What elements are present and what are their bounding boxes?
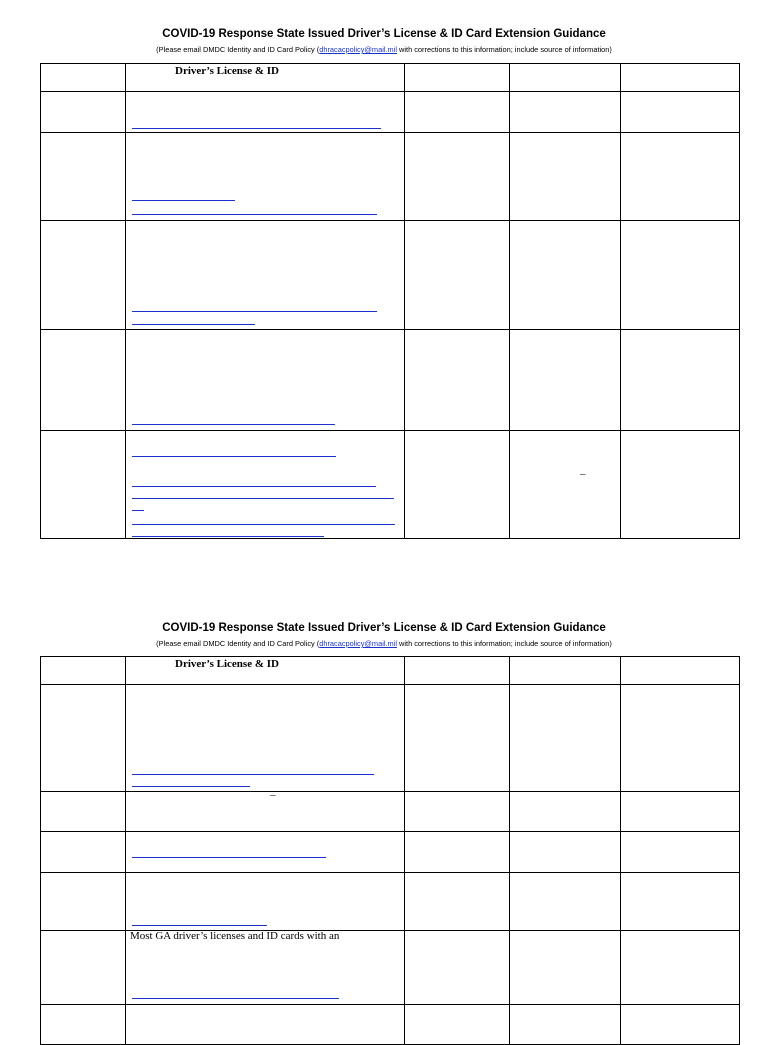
table-cell [126,1005,405,1045]
source-link[interactable] [132,200,235,201]
page-subtitle [0,639,768,648]
policy-email-link[interactable]: dhracacpolicy@mail.mil [319,45,397,54]
table-cell [510,685,621,792]
subtitle-prefix: (Please email DMDC Identity and ID Card Policy ( [156,639,320,648]
guidance-table [40,63,740,539]
dash-text: – [270,789,276,801]
source-link[interactable] [132,214,377,215]
table-header-cell [126,657,405,685]
table-header-row [41,657,740,685]
table-row [41,832,740,873]
table-cell [405,873,510,931]
table-cell [126,133,405,221]
source-link[interactable] [132,857,326,858]
table-cell [41,133,126,221]
table-cell [126,789,405,832]
table-cell [126,330,405,431]
table-row [41,792,740,832]
table-cell [510,133,621,221]
table-cell [405,92,510,133]
subtitle-prefix: (Please email DMDC Identity and ID Card Policy ( [156,45,320,54]
table-row [41,1005,740,1045]
table-cell [126,685,405,792]
table-cell [510,792,621,832]
table-cell [621,92,740,133]
table-cell [405,685,510,792]
source-link[interactable] [132,998,339,999]
subtitle-suffix: with corrections to this information; include source of information) [396,45,612,54]
table-cell [405,133,510,221]
table-cell [41,92,126,133]
table-cell [405,931,510,1005]
table-cell [621,64,740,92]
table-header-row [41,64,740,92]
table-cell [405,330,510,431]
subtitle-suffix: with corrections to this information; include source of information) [396,639,612,648]
source-link[interactable] [132,456,336,457]
source-link[interactable] [132,324,255,325]
table-cell [510,92,621,133]
table-cell [126,221,405,330]
table-row [41,431,740,539]
table-cell [621,1005,740,1045]
table-cell [41,685,126,792]
table-cell [41,64,126,92]
table-cell [126,431,405,539]
cell-text: Most GA driver’s licenses and ID cards with an [130,930,340,942]
table-cell [621,657,740,685]
table-cell [621,221,740,330]
table-cell [510,431,621,539]
table-cell [405,792,510,832]
table-cell [621,931,740,1005]
table-cell [510,657,621,685]
source-link[interactable] [132,510,144,511]
table-cell [405,431,510,539]
table-cell [41,221,126,330]
source-link[interactable] [132,536,324,537]
table-row [41,330,740,431]
page-subtitle [0,45,768,54]
table-cell [405,221,510,330]
table-cell [41,873,126,931]
page-title: COVID-19 Response State Issued Driver’s License & ID Card Extension Guidance [162,28,606,40]
source-link[interactable] [132,311,377,312]
source-link[interactable] [132,128,381,129]
table-cell [41,832,126,873]
table-row [41,92,740,133]
column-header-drivers-license: Driver’s License & ID [175,65,279,77]
source-link[interactable] [132,424,335,425]
page-title: COVID-19 Response State Issued Driver’s License & ID Card Extension Guidance [162,622,606,634]
table-cell [621,873,740,931]
table-cell [510,873,621,931]
table-cell [510,832,621,873]
table-header-cell [126,64,405,92]
table-cell [41,931,126,1005]
table-cell [126,873,405,931]
table-cell [41,431,126,539]
dash-text: – [580,468,586,480]
source-link[interactable] [132,774,374,775]
table-cell [405,64,510,92]
table-cell [621,792,740,832]
table-cell [126,931,405,1005]
table-row [41,221,740,330]
table-cell [41,1005,126,1045]
table-cell [621,832,740,873]
table-cell [621,431,740,539]
table-cell [510,221,621,330]
table-cell [621,685,740,792]
table-cell [405,832,510,873]
source-link[interactable] [132,498,394,499]
source-link[interactable] [132,486,376,487]
table-cell [405,1005,510,1045]
table-row [41,133,740,221]
column-header-drivers-license: Driver’s License & ID [175,658,279,670]
table-cell [510,64,621,92]
table-cell [126,832,405,873]
table-row [41,873,740,931]
source-link[interactable] [132,524,395,525]
table-row [41,931,740,1005]
table-cell [405,657,510,685]
source-link[interactable] [132,786,250,787]
table-cell [510,1005,621,1045]
table-cell [621,330,740,431]
table-cell [41,657,126,685]
table-cell [621,133,740,221]
table-cell [41,330,126,431]
table-cell [510,931,621,1005]
table-cell [41,792,126,832]
table-row [41,685,740,792]
policy-email-link[interactable]: dhracacpolicy@mail.mil [319,639,397,648]
table-cell [126,92,405,133]
source-link[interactable] [132,925,267,926]
table-cell [510,330,621,431]
guidance-table [40,656,740,1045]
